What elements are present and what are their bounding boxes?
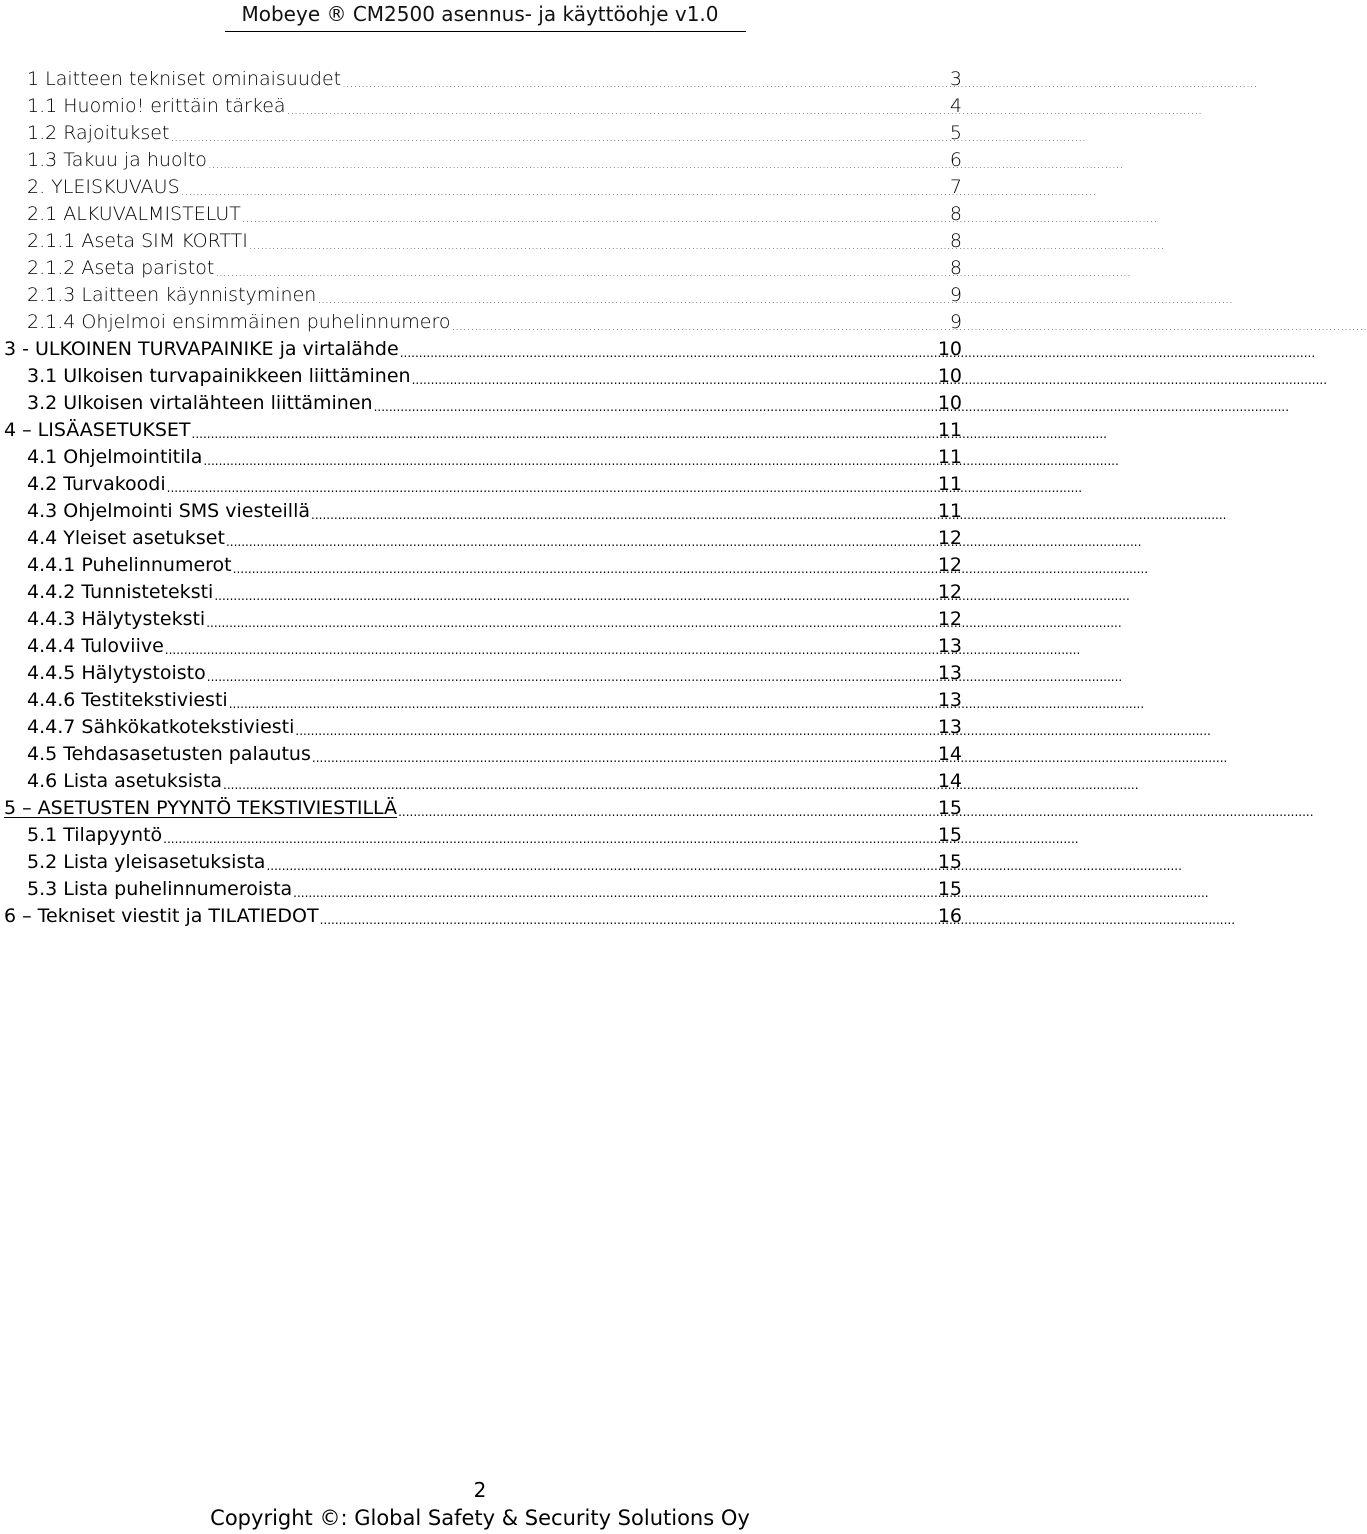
toc-entry-label: 4.2 Turvakoodi <box>27 473 166 495</box>
toc-entry-page: 11 <box>937 419 962 441</box>
toc-entry-label: 4.3 Ohjelmointi SMS viesteillä <box>27 500 311 522</box>
toc-leader-dots <box>317 282 949 309</box>
toc-entry-page: 12 <box>937 527 962 549</box>
toc-entry-label: 2.1 ALKUVALMISTELUT <box>27 203 241 225</box>
toc-entry[interactable] <box>27 498 962 525</box>
toc-entry[interactable] <box>27 660 962 687</box>
toc-entry[interactable] <box>27 849 962 876</box>
toc-entry[interactable] <box>27 822 962 849</box>
toc-entry-label: 2.1.4 Ohjelmoi ensimmäinen puhelinnumero <box>27 311 451 333</box>
toc-entry-page: 13 <box>937 662 962 684</box>
toc-entry-page: 15 <box>937 797 962 819</box>
toc-entry-label: 4.4.3 Hälytysteksti <box>27 608 206 630</box>
toc-entry[interactable] <box>4 795 962 822</box>
toc-entry-page: 14 <box>937 770 962 792</box>
toc-entry-page: 13 <box>937 689 962 711</box>
toc-entry[interactable] <box>27 147 962 174</box>
toc-leader-dots <box>249 228 949 255</box>
toc-leader-dots <box>203 444 936 471</box>
toc-leader-dots <box>167 471 937 498</box>
toc-entry-label: 4.6 Lista asetuksista <box>27 770 223 792</box>
toc-leader-dots <box>229 687 937 714</box>
toc-entry-page: 11 <box>937 446 962 468</box>
toc-leader-dots <box>242 201 949 228</box>
toc-leader-dots <box>214 579 936 606</box>
toc-entry-label: 5.3 Lista puhelinnumeroista <box>27 878 293 900</box>
toc-entry-page: 13 <box>937 716 962 738</box>
toc-entry-label: 3.1 Ulkoisen turvapainikkeen liittäminen <box>27 365 411 387</box>
toc-entry[interactable] <box>27 66 962 93</box>
toc-entry[interactable] <box>27 876 962 903</box>
toc-entry[interactable] <box>27 390 962 417</box>
toc-entry-label: 4.4.5 Hälytystoisto <box>27 662 206 684</box>
toc-entry[interactable] <box>27 714 962 741</box>
toc-entry[interactable] <box>27 525 962 552</box>
toc-entry-label: 5 – ASETUSTEN PYYNTÖ TEKSTIVIESTILLÄ <box>4 797 398 819</box>
toc-entry-label: 3 - ULKOINEN TURVAPAINIKE ja virtalähde <box>4 338 399 360</box>
toc-entry-label: 4 – LISÄASETUKSET <box>4 419 191 441</box>
toc-entry-page: 10 <box>937 392 962 414</box>
toc-entry[interactable] <box>27 444 962 471</box>
toc-leader-dots <box>295 714 936 741</box>
toc-entry-label: 4.4.6 Testitekstiviesti <box>27 689 228 711</box>
toc-entry-page: 16 <box>937 905 962 927</box>
toc-entry-page: 10 <box>937 338 962 360</box>
toc-entry[interactable] <box>27 579 962 606</box>
toc-entry-page: 9 <box>949 311 962 333</box>
toc-entry-label: 6 – Tekniset viestit ja TILATIEDOT <box>4 905 319 927</box>
toc-entry-page: 8 <box>949 230 962 252</box>
toc-entry[interactable] <box>27 255 962 282</box>
toc-entry-page: 12 <box>937 608 962 630</box>
toc-entry[interactable] <box>27 282 962 309</box>
document-title: Mobeye ® CM2500 asennus- ja käyttöohje v1.0 <box>241 2 719 26</box>
toc-entry-label: 5.1 Tilapyyntö <box>27 824 163 846</box>
toc-leader-dots <box>206 606 937 633</box>
toc-leader-dots <box>293 876 937 903</box>
toc-entry[interactable] <box>27 741 962 768</box>
toc-entry-page: 5 <box>949 122 962 144</box>
toc-entry[interactable] <box>27 606 962 633</box>
toc-entry-label: 3.2 Ulkoisen virtalähteen liittäminen <box>27 392 373 414</box>
toc-entry[interactable] <box>4 417 962 444</box>
toc-entry[interactable] <box>4 903 962 930</box>
toc-entry-label: 1 Laitteen tekniset ominaisuudet <box>27 68 342 90</box>
toc-entry[interactable] <box>27 174 962 201</box>
page-number: 2 <box>473 1478 487 1502</box>
toc-entry-page: 8 <box>949 257 962 279</box>
toc-entry-page: 9 <box>949 284 962 306</box>
toc-leader-dots <box>312 741 937 768</box>
toc-entry[interactable] <box>27 552 962 579</box>
toc-entry-label: 1.1 Huomio! erittäin tärkeä <box>27 95 286 117</box>
toc-leader-dots <box>266 849 936 876</box>
toc-entry-page: 10 <box>937 365 962 387</box>
copyright-notice: Copyright ©: Global Safety & Security Solutions Oy <box>210 1506 750 1530</box>
toc-leader-dots <box>412 363 937 390</box>
toc-leader-dots <box>374 390 937 417</box>
toc-entry-label: 2. YLEISKUVAUS <box>27 176 180 198</box>
toc-leader-dots <box>233 552 937 579</box>
toc-leader-dots <box>165 633 937 660</box>
toc-entry-label: 4.4.1 Puhelinnumerot <box>27 554 232 576</box>
toc-entry-label: 4.4.4 Tuloviive <box>27 635 164 657</box>
toc-entry[interactable] <box>27 363 962 390</box>
toc-entry-page: 6 <box>949 149 962 171</box>
toc-entry-page: 3 <box>949 68 962 90</box>
toc-entry[interactable] <box>27 633 962 660</box>
toc-entry-label: 2.1.2 Aseta paristot <box>27 257 215 279</box>
toc-leader-dots <box>181 174 949 201</box>
toc-entry-page: 15 <box>937 851 962 873</box>
toc-leader-dots <box>208 147 949 174</box>
toc-entry-label: 4.4.7 Sähkökatkotekstiviesti <box>27 716 295 738</box>
toc-entry-page: 15 <box>937 878 962 900</box>
toc-entry-page: 7 <box>949 176 962 198</box>
toc-leader-dots <box>311 498 937 525</box>
toc-entry[interactable] <box>4 336 962 363</box>
toc-entry[interactable] <box>27 687 962 714</box>
toc-entry-label: 2.1.1 Aseta SIM KORTTI <box>27 230 248 252</box>
toc-entry-label: 1.2 Rajoitukset <box>27 122 170 144</box>
toc-entry[interactable] <box>27 120 962 147</box>
toc-leader-dots <box>163 822 937 849</box>
toc-leader-dots <box>342 66 949 93</box>
toc-entry-page: 4 <box>949 95 962 117</box>
toc-entry-label: 4.5 Tehdasasetusten palautus <box>27 743 311 765</box>
toc-entry-label: 2.1.3 Laitteen käynnistyminen <box>27 284 317 306</box>
toc-entry-page: 12 <box>937 581 962 603</box>
toc-entry[interactable] <box>27 201 962 228</box>
toc-leader-dots <box>215 255 949 282</box>
toc-entry-label: 1.3 Takuu ja huolto <box>27 149 207 171</box>
toc-entry-label: 5.2 Lista yleisasetuksista <box>27 851 266 873</box>
toc-entry-page: 12 <box>937 554 962 576</box>
toc-entry-page: 14 <box>937 743 962 765</box>
toc-entry-label: 4.1 Ohjelmointitila <box>27 446 203 468</box>
page-header <box>0 0 960 28</box>
toc-entry-page: 15 <box>937 824 962 846</box>
toc-leader-dots <box>207 660 937 687</box>
toc-leader-dots <box>192 417 937 444</box>
toc-entry[interactable] <box>27 309 962 336</box>
header-divider <box>225 31 746 32</box>
toc-entry-label: 4.4.2 Tunnisteteksti <box>27 581 214 603</box>
toc-leader-dots <box>226 525 937 552</box>
toc-leader-dots <box>170 120 949 147</box>
toc-entry-label: 4.4 Yleiset asetukset <box>27 527 225 549</box>
toc-entry-page: 11 <box>937 473 962 495</box>
toc-entry-page: 13 <box>937 635 962 657</box>
toc-leader-dots <box>223 768 937 795</box>
toc-leader-dots <box>398 795 937 822</box>
toc-entry-page: 11 <box>937 500 962 522</box>
toc-leader-dots <box>287 93 949 120</box>
toc-entry-page: 8 <box>949 203 962 225</box>
toc-leader-dots <box>320 903 937 930</box>
toc-entry[interactable] <box>27 228 962 255</box>
toc-leader-dots <box>400 336 937 363</box>
toc-entry[interactable] <box>27 768 962 795</box>
toc-leader-dots <box>451 309 948 336</box>
toc-entry[interactable] <box>27 471 962 498</box>
toc-entry[interactable] <box>27 93 962 120</box>
